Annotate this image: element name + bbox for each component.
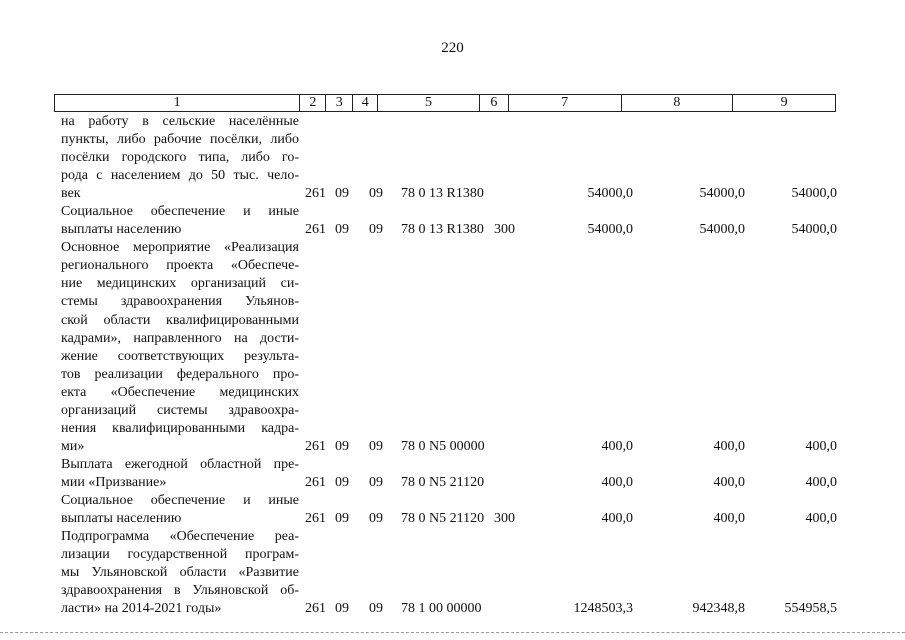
row-codes — [61, 474, 841, 492]
cell-c9: 554958,5 — [784, 601, 837, 617]
table-row — [61, 203, 841, 239]
description-line: пункты, либо рабочие посёлки, либо — [61, 132, 299, 148]
cell-c7: 54000,0 — [587, 222, 633, 238]
cell-c6: 300 — [494, 222, 515, 238]
description-line: ние медицинских организаций си- — [61, 276, 299, 292]
cell-c9: 400,0 — [805, 511, 837, 527]
header-col-3: 3 — [326, 95, 353, 111]
cell-c2: 261 — [305, 511, 326, 527]
cell-c3: 09 — [335, 438, 349, 454]
cell-c9: 54000,0 — [791, 222, 837, 238]
description-line: лизации государственной програм- — [61, 547, 299, 563]
header-col-7: 7 — [509, 95, 622, 111]
description-line: ми» — [61, 438, 85, 454]
description-line: Подпрограмма «Обеспечение реа- — [61, 529, 299, 545]
cell-c5: 78 0 N5 21120 — [401, 511, 485, 527]
header-col-8: 8 — [622, 95, 734, 111]
cell-c5: 78 1 00 00000 — [401, 601, 482, 617]
cell-c3: 09 — [335, 186, 349, 202]
description-line: здравоохранения в Ульяновской об- — [61, 583, 299, 599]
description-line: на работу в сельские населённые — [61, 114, 299, 129]
cell-c5: 78 0 N5 00000 — [401, 438, 485, 454]
cell-c4: 09 — [369, 511, 383, 527]
cell-c8: 54000,0 — [699, 222, 745, 238]
cell-c4: 09 — [369, 438, 383, 454]
cell-c9: 400,0 — [805, 474, 837, 490]
row-codes — [61, 438, 841, 456]
footer-divider — [0, 632, 905, 633]
header-col-6: 6 — [480, 95, 509, 111]
description-line: регионального проекта «Обеспече- — [61, 258, 299, 274]
description-line: жение соответствующих результа- — [61, 348, 299, 364]
cell-c8: 400,0 — [713, 474, 745, 490]
row-codes — [61, 510, 841, 528]
description-line: организаций системы здравоохра- — [61, 402, 299, 418]
cell-c2: 261 — [305, 474, 326, 490]
header-col-5: 5 — [378, 95, 480, 111]
cell-c3: 09 — [335, 601, 349, 617]
cell-c8: 942348,8 — [692, 601, 745, 617]
description-line: ласти» на 2014-2021 годы» — [61, 601, 222, 617]
cell-c4: 09 — [369, 186, 383, 202]
cell-c3: 09 — [335, 511, 349, 527]
header-col-2: 2 — [300, 95, 326, 111]
description-line: век — [61, 186, 81, 202]
description-line: нения квалифицированными кадра- — [61, 420, 299, 436]
cell-c4: 09 — [369, 474, 383, 490]
cell-c5: 78 0 13 R1380 — [401, 222, 484, 238]
cell-c8: 400,0 — [713, 438, 745, 454]
cell-c4: 09 — [369, 601, 383, 617]
cell-c9: 400,0 — [805, 438, 837, 454]
cell-c2: 261 — [305, 601, 326, 617]
cell-c6: 300 — [494, 511, 515, 527]
description-line: Социальное обеспечение и иные — [61, 492, 299, 508]
cell-c7: 400,0 — [601, 474, 633, 490]
description-line: посёлки городского типа, либо го- — [61, 150, 299, 166]
table-row — [61, 528, 841, 618]
description-line: Выплата ежегодной областной пре- — [61, 456, 299, 472]
cell-c7: 400,0 — [601, 438, 633, 454]
cell-c9: 54000,0 — [791, 186, 837, 202]
table-header — [54, 94, 836, 112]
cell-c2: 261 — [305, 186, 326, 202]
page-number: 220 — [441, 40, 464, 56]
table-row — [61, 492, 841, 528]
description-line: кадрами», направленного на дости- — [61, 330, 299, 346]
description-line: ской области квалифицированными — [61, 312, 299, 328]
cell-c2: 261 — [305, 438, 326, 454]
description-line: Социальное обеспечение и иные — [61, 204, 299, 220]
row-codes — [61, 185, 841, 203]
table-row — [61, 239, 841, 456]
description-line: мии «Призвание» — [61, 474, 167, 490]
row-description — [61, 239, 299, 456]
description-line: выплаты населению — [61, 511, 182, 527]
description-line: екта «Обеспечение медицинских — [61, 384, 299, 400]
cell-c3: 09 — [335, 474, 349, 490]
description-line: рода с населением до 50 тыс. чело- — [61, 168, 299, 184]
header-col-9: 9 — [780, 95, 788, 110]
cell-c8: 400,0 — [713, 511, 745, 527]
cell-c2: 261 — [305, 222, 326, 238]
cell-c7: 400,0 — [601, 511, 633, 527]
table-body — [61, 113, 841, 618]
row-codes — [61, 221, 841, 239]
cell-c8: 54000,0 — [699, 186, 745, 202]
description-line: мы Ульяновской области «Развитие — [61, 565, 299, 581]
cell-c7: 54000,0 — [587, 186, 633, 202]
header-col-4: 4 — [353, 95, 378, 111]
row-codes — [61, 600, 841, 618]
description-line: выплаты населению — [61, 222, 182, 238]
cell-c5: 78 0 N5 21120 — [401, 474, 485, 490]
table-row — [61, 113, 841, 203]
header-col-1: 1 — [55, 95, 300, 111]
cell-c7: 1248503,3 — [573, 601, 633, 617]
description-line: Основное мероприятие «Реализация — [61, 240, 299, 256]
cell-c5: 78 0 13 R1380 — [401, 186, 484, 202]
cell-c4: 09 — [369, 222, 383, 238]
description-line: тов реализации федерального про- — [61, 366, 299, 382]
cell-c3: 09 — [335, 222, 349, 238]
table-row — [61, 456, 841, 492]
description-line: стемы здравоохранения Ульянов- — [61, 294, 299, 310]
